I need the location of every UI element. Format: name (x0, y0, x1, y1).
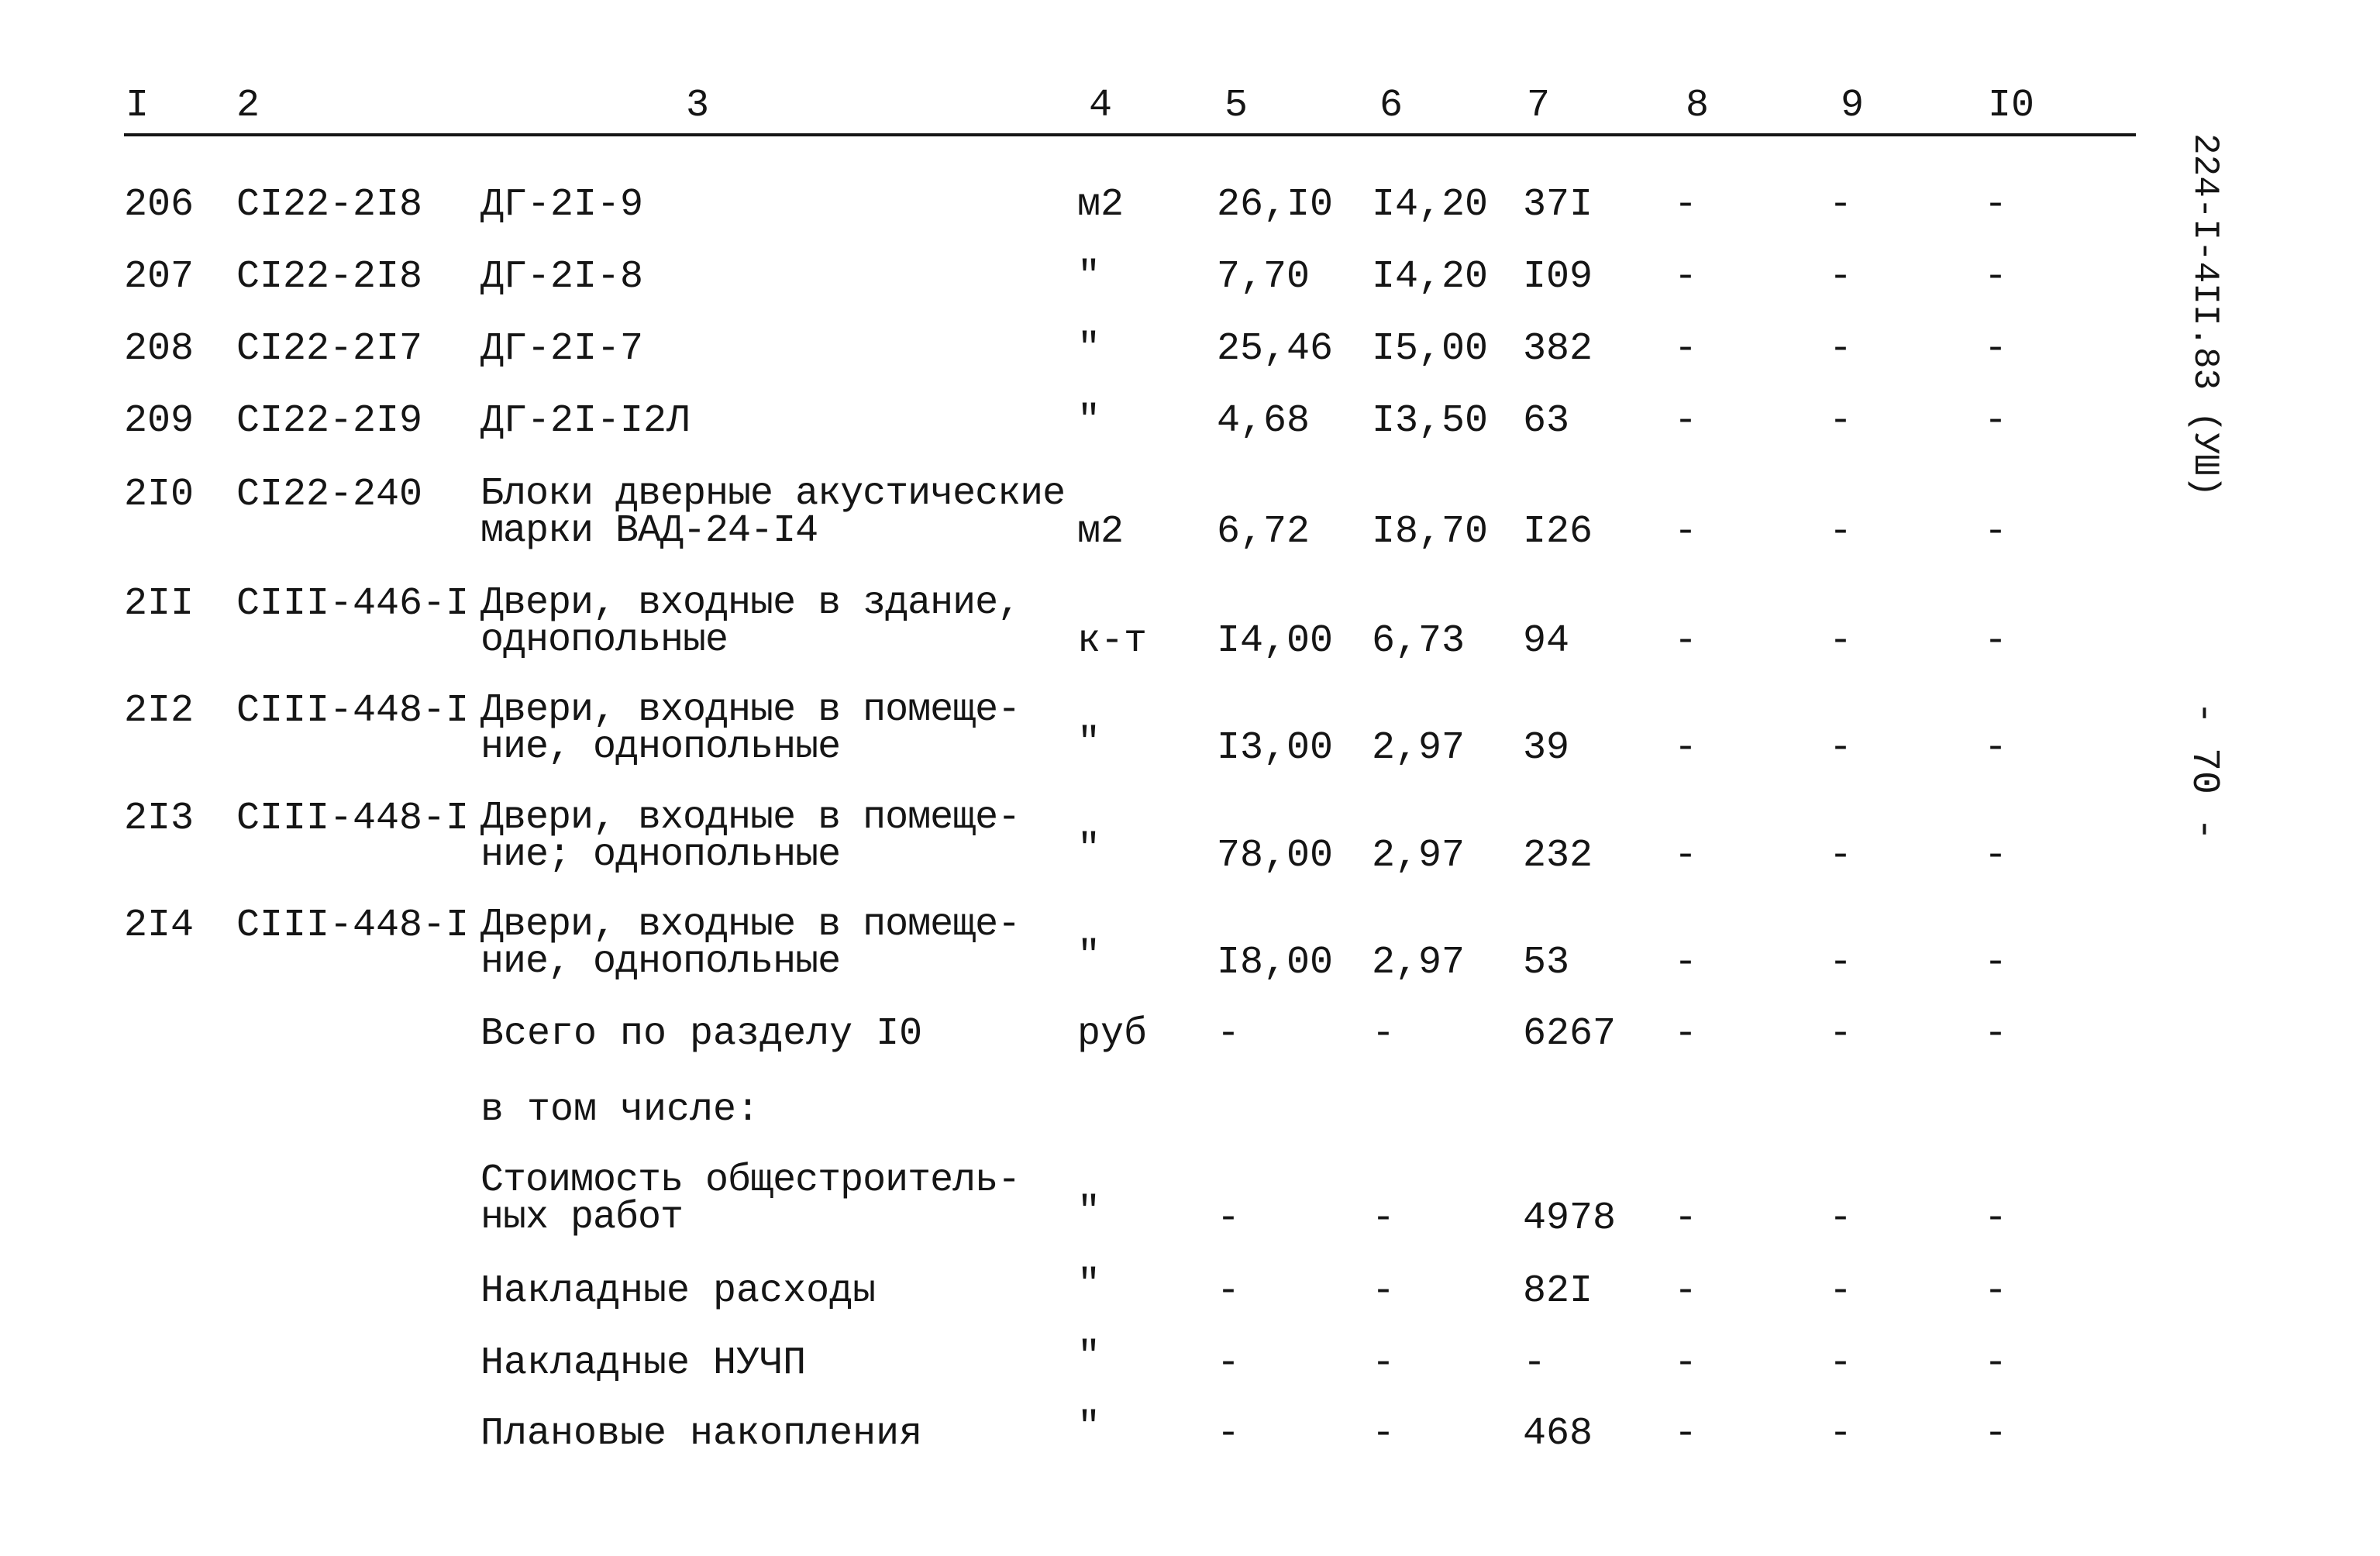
row-col-9: - (1829, 834, 1853, 878)
row-unit-price: I4,20 (1372, 183, 1489, 227)
row-total: 53 (1523, 941, 1570, 985)
row-number: 209 (124, 399, 195, 443)
row-col-10: - (1984, 1269, 2008, 1313)
row-col-10: - (1984, 399, 2008, 443)
row-col-8: - (1674, 726, 1698, 770)
row-col-9: - (1829, 941, 1853, 985)
row-col-8: - (1674, 399, 1698, 443)
row-unit: руб (1077, 1012, 1148, 1056)
row-unit: к-т (1077, 619, 1148, 663)
row-code: CI22-2I8 (236, 183, 423, 227)
row-total: 63 (1523, 399, 1570, 443)
row-total: I26 (1523, 510, 1593, 554)
row-description-line-2: ние, однопольные (480, 725, 841, 769)
row-unit-price: - (1372, 1012, 1396, 1056)
row-col-8: - (1674, 941, 1698, 985)
row-col-10: - (1984, 834, 2008, 878)
row-unit: " (1077, 1335, 1101, 1379)
row-description-line-1: Двери, входные в помеще- (480, 688, 1021, 732)
row-description: Всего по разделу I0 (480, 1012, 923, 1056)
row-unit: " (1077, 1406, 1101, 1450)
row-number: 2I2 (124, 689, 195, 733)
row-col-10: - (1984, 510, 2008, 554)
row-unit-price: 2,97 (1372, 726, 1466, 770)
row-col-10: - (1984, 619, 2008, 663)
row-unit: " (1077, 1190, 1101, 1234)
row-description: Плановые накопления (480, 1412, 923, 1456)
row-number: 206 (124, 183, 195, 227)
row-unit-price: I3,50 (1372, 399, 1489, 443)
row-quantity: - (1217, 1196, 1241, 1241)
row-description: ДГ-2I-7 (480, 327, 644, 371)
row-description-line-1: Стоимость общестроитель- (480, 1158, 1021, 1203)
row-description-line-2: ных работ (480, 1196, 684, 1240)
row-quantity: 78,00 (1217, 834, 1334, 878)
row-col-10: - (1984, 1196, 2008, 1241)
row-unit: " (1077, 721, 1101, 766)
row-col-9: - (1829, 1412, 1853, 1456)
row-quantity: - (1217, 1341, 1241, 1386)
row-unit: " (1077, 828, 1101, 872)
header-col-4: 4 (1089, 84, 1113, 128)
row-col-8: - (1674, 1412, 1698, 1456)
row-quantity: 7,70 (1217, 255, 1311, 299)
row-description: Накладные НУЧП (480, 1341, 807, 1386)
row-description: ДГ-2I-I2Л (480, 399, 691, 443)
row-col-8: - (1674, 619, 1698, 663)
header-col-10: I0 (1988, 84, 2035, 128)
row-col-10: - (1984, 183, 2008, 227)
row-code: CI22-240 (236, 473, 423, 517)
row-col-9: - (1829, 327, 1853, 371)
row-description (480, 796, 1021, 877)
subtotal-caption: в том числе: (480, 1088, 760, 1132)
header-rule (124, 133, 2136, 136)
row-col-9: - (1829, 726, 1853, 770)
row-unit: " (1077, 327, 1101, 371)
row-col-9: - (1829, 1341, 1853, 1386)
row-col-9: - (1829, 1269, 1853, 1313)
row-quantity: - (1217, 1269, 1241, 1313)
row-unit: м2 (1077, 510, 1125, 554)
row-quantity: I8,00 (1217, 941, 1334, 985)
row-col-9: - (1829, 255, 1853, 299)
row-unit: " (1077, 1263, 1101, 1307)
row-code: CI22-2I7 (236, 327, 423, 371)
row-unit-price: - (1372, 1412, 1396, 1456)
row-quantity: I4,00 (1217, 619, 1334, 663)
row-total: 468 (1523, 1412, 1593, 1456)
row-code: CIII-448-I (236, 797, 470, 841)
row-number: 2I4 (124, 904, 195, 948)
row-total: 382 (1523, 327, 1593, 371)
row-total: I09 (1523, 255, 1593, 299)
row-description-line-1: Двери, входные в здание, (480, 581, 1021, 625)
row-description (480, 1158, 1021, 1240)
row-description: ДГ-2I-8 (480, 255, 644, 299)
row-total: 6267 (1523, 1012, 1617, 1056)
row-quantity: 6,72 (1217, 510, 1311, 554)
row-total: 37I (1523, 183, 1593, 227)
row-total: 39 (1523, 726, 1570, 770)
row-unit: " (1077, 255, 1101, 299)
header-col-2: 2 (236, 84, 260, 128)
row-col-9: - (1829, 510, 1853, 554)
row-col-10: - (1984, 327, 2008, 371)
row-number: 2I0 (124, 473, 195, 517)
row-unit-price: 2,97 (1372, 941, 1466, 985)
row-col-10: - (1984, 1341, 2008, 1386)
row-unit-price: I4,20 (1372, 255, 1489, 299)
row-description-line-2: марки ВАД-24-I4 (480, 509, 818, 553)
row-col-8: - (1674, 510, 1698, 554)
header-col-9: 9 (1841, 84, 1865, 128)
row-total: - (1523, 1341, 1547, 1386)
row-total: 4978 (1523, 1196, 1617, 1241)
row-col-9: - (1829, 399, 1853, 443)
row-description-line-2: однопольные (480, 618, 728, 663)
row-col-10: - (1984, 1012, 2008, 1056)
header-col-3: 3 (686, 84, 710, 128)
row-description: ДГ-2I-9 (480, 183, 644, 227)
document-code: 224-I-4II.83 (УШ) (2185, 133, 2225, 497)
row-col-9: - (1829, 619, 1853, 663)
row-total: 82I (1523, 1269, 1593, 1313)
row-description-line-2: ние, однопольные (480, 940, 841, 984)
row-quantity: 4,68 (1217, 399, 1311, 443)
page-number: - 70 - (2182, 701, 2226, 842)
row-col-10: - (1984, 255, 2008, 299)
row-quantity: 26,I0 (1217, 183, 1334, 227)
row-description-line-1: Двери, входные в помеще- (480, 903, 1021, 947)
header-col-7: 7 (1527, 84, 1551, 128)
row-unit: " (1077, 935, 1101, 979)
row-unit-price: 2,97 (1372, 834, 1466, 878)
row-number: 207 (124, 255, 195, 299)
row-total: 94 (1523, 619, 1570, 663)
row-quantity: I3,00 (1217, 726, 1334, 770)
row-col-8: - (1674, 183, 1698, 227)
row-description-line-1: Блоки дверные акустические (480, 472, 1066, 516)
header-col-1: I (126, 84, 150, 128)
row-number: 208 (124, 327, 195, 371)
row-col-8: - (1674, 255, 1698, 299)
row-code: CIII-448-I (236, 689, 470, 733)
row-col-8: - (1674, 1341, 1698, 1386)
row-col-9: - (1829, 1196, 1853, 1241)
header-col-5: 5 (1224, 84, 1249, 128)
row-unit-price: I8,70 (1372, 510, 1489, 554)
row-col-9: - (1829, 1012, 1853, 1056)
row-unit-price: - (1372, 1196, 1396, 1241)
row-number: 2I3 (124, 797, 195, 841)
header-col-8: 8 (1686, 84, 1710, 128)
row-description-line-1: Двери, входные в помеще- (480, 796, 1021, 840)
row-unit-price: - (1372, 1269, 1396, 1313)
row-col-8: - (1674, 1012, 1698, 1056)
row-description: Накладные расходы (480, 1269, 877, 1313)
row-description (480, 903, 1021, 984)
row-col-8: - (1674, 1196, 1698, 1241)
row-col-10: - (1984, 726, 2008, 770)
header-col-6: 6 (1379, 84, 1404, 128)
row-number: 2II (124, 582, 195, 626)
row-code: CIII-448-I (236, 904, 470, 948)
row-quantity: - (1217, 1012, 1241, 1056)
row-col-10: - (1984, 1412, 2008, 1456)
row-quantity: - (1217, 1412, 1241, 1456)
row-code: CI22-2I8 (236, 255, 423, 299)
row-description-line-2: ние; однопольные (480, 833, 841, 877)
row-unit: м2 (1077, 183, 1125, 227)
row-total: 232 (1523, 834, 1593, 878)
row-code: CI22-2I9 (236, 399, 423, 443)
row-col-8: - (1674, 1269, 1698, 1313)
row-description (480, 581, 1021, 663)
row-unit-price: - (1372, 1341, 1396, 1386)
row-description (480, 688, 1021, 769)
row-quantity: 25,46 (1217, 327, 1334, 371)
row-col-9: - (1829, 183, 1853, 227)
row-unit-price: 6,73 (1372, 619, 1466, 663)
row-unit: " (1077, 399, 1101, 443)
row-code: CIII-446-I (236, 582, 470, 626)
row-col-8: - (1674, 834, 1698, 878)
row-col-8: - (1674, 327, 1698, 371)
row-description (480, 472, 1066, 553)
row-col-10: - (1984, 941, 2008, 985)
row-unit-price: I5,00 (1372, 327, 1489, 371)
